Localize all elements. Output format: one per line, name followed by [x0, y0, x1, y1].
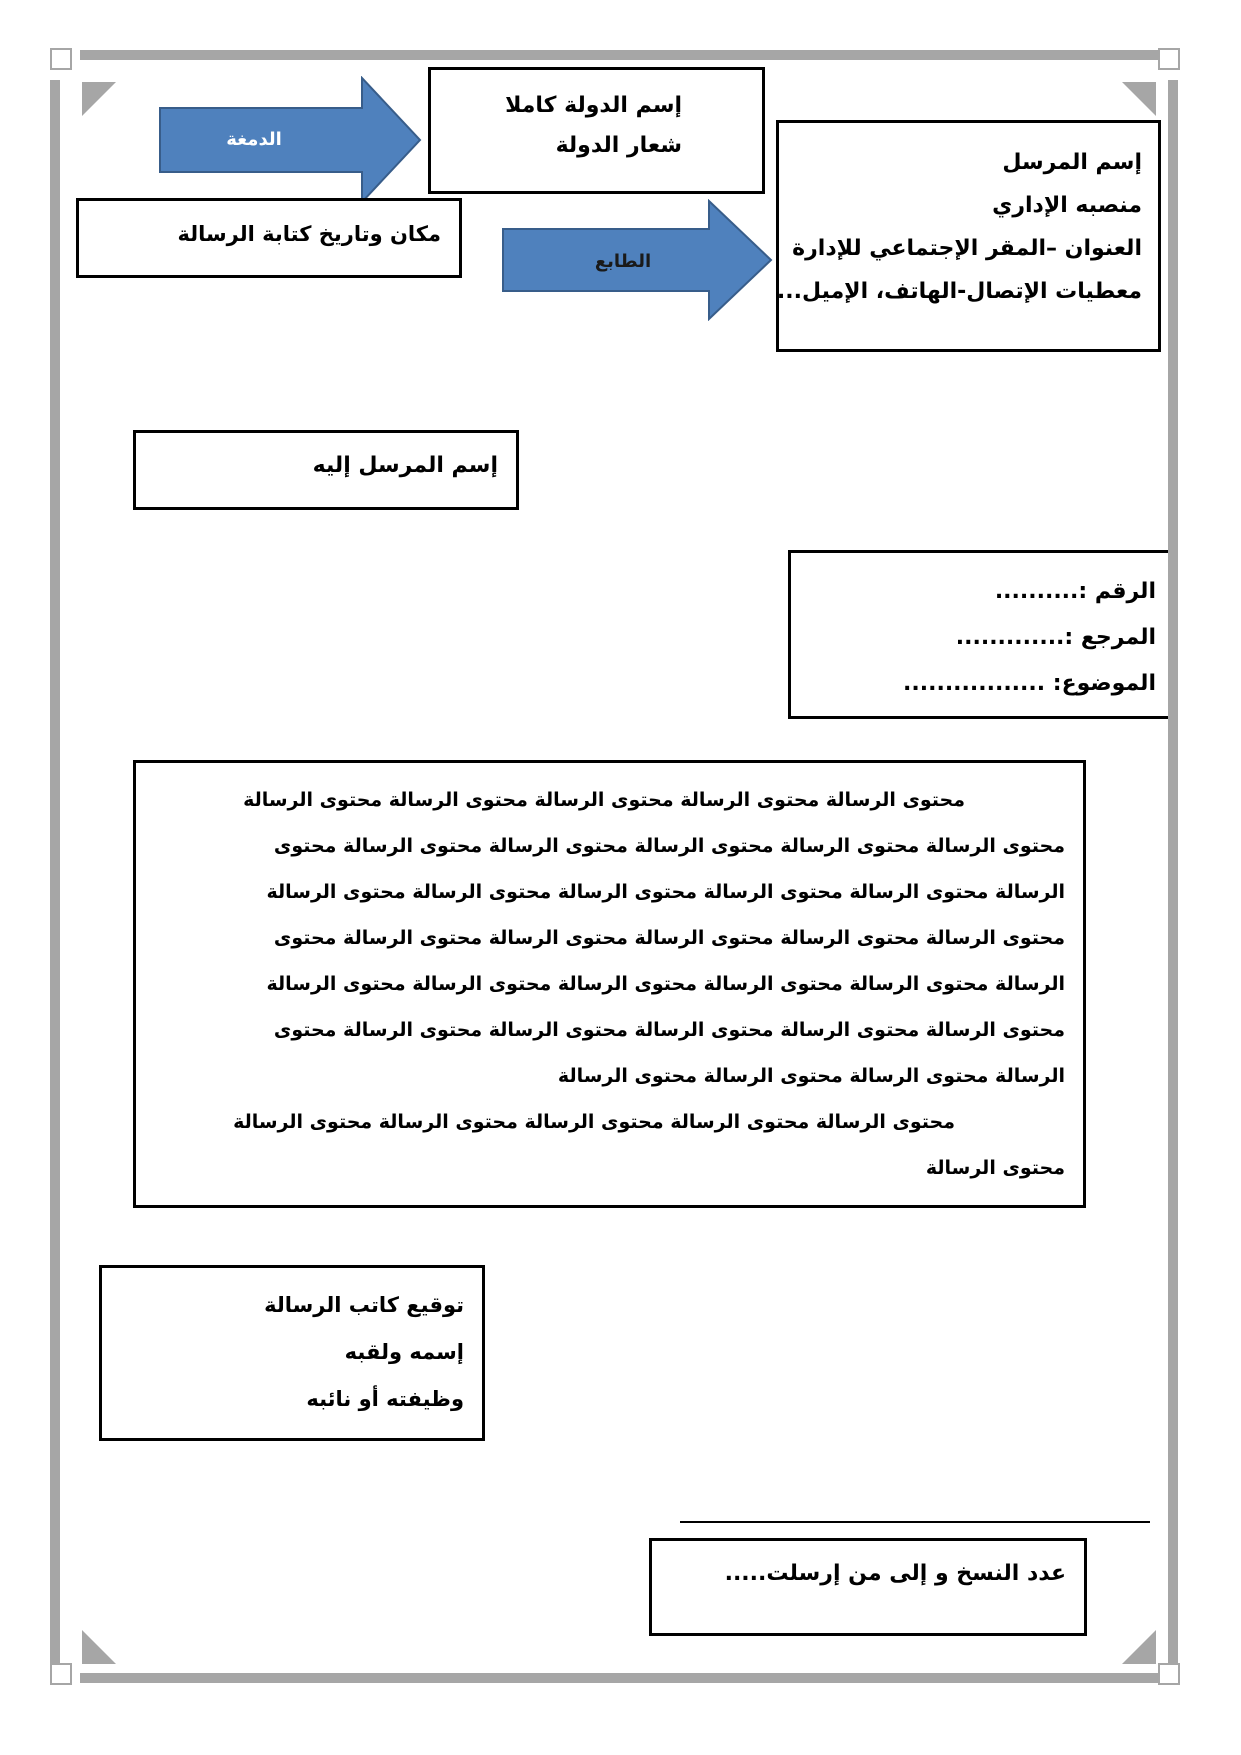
reference-ref: المرجع :.............	[955, 625, 1156, 650]
sender-position: منصبه الإداري	[992, 193, 1142, 218]
frame-top	[80, 50, 1160, 60]
frame-right	[1168, 80, 1178, 1665]
sender-name: إسم المرسل	[1002, 150, 1142, 175]
sender-address: العنوان –المقر الإجتماعي للإدارة	[792, 236, 1142, 261]
content-line: الرسالة محتوى الرسالة محتوى الرسالة محتوى الرسالة محتوى الرسالة محتوى الرسالة	[266, 973, 1065, 995]
content-box	[133, 760, 1086, 1208]
frame-triangle-bottom-right	[1122, 1630, 1156, 1664]
stamp-arrow-label: الدمغة	[226, 129, 282, 150]
copies-box	[649, 1538, 1087, 1636]
content-line: محتوى الرسالة	[925, 1157, 1065, 1179]
content-line: محتوى الرسالة محتوى الرسالة محتوى الرسالة محتوى الرسالة محتوى الرسالة محتوى	[273, 1019, 1065, 1041]
content-line: محتوى الرسالة محتوى الرسالة محتوى الرسالة محتوى الرسالة محتوى الرسالة	[243, 789, 965, 811]
frame-bottom	[80, 1673, 1160, 1683]
recipient-name: إسم المرسل إليه	[312, 453, 498, 478]
stamper-arrow-label: الطابع	[594, 251, 652, 272]
frame-corner-bottom-left	[50, 1663, 72, 1685]
arrow-shape	[160, 78, 420, 202]
content-line: محتوى الرسالة محتوى الرسالة محتوى الرسالة محتوى الرسالة محتوى الرسالة	[233, 1111, 955, 1133]
reference-box	[788, 550, 1168, 719]
signature-box	[99, 1265, 485, 1441]
reference-number: الرقم :..........	[994, 579, 1156, 604]
frame-left	[50, 80, 60, 1665]
state-name-box	[428, 67, 765, 194]
sender-contact: معطيات الإتصال-الهاتف، الإميل...	[776, 279, 1142, 304]
frame-corner-top-right	[1158, 48, 1180, 70]
stamper-arrow	[501, 199, 773, 321]
copies-text: عدد النسخ و إلى من إرسلت.....	[724, 1561, 1066, 1586]
signature-title: توقيع كاتب الرسالة	[264, 1293, 464, 1317]
signature-role: وظيفته أو نائبه	[306, 1387, 464, 1411]
signature-name: إسمه ولقبه	[344, 1340, 464, 1364]
place-date-text: مكان وتاريخ كتابة الرسالة	[177, 222, 441, 246]
state-emblem: شعار الدولة	[555, 133, 682, 158]
frame-corner-bottom-right	[1158, 1663, 1180, 1685]
sender-box	[776, 120, 1161, 352]
place-date-box	[76, 198, 462, 278]
content-line: محتوى الرسالة محتوى الرسالة محتوى الرسالة محتوى الرسالة محتوى الرسالة محتوى	[273, 835, 1065, 857]
stamp-arrow	[158, 76, 422, 204]
frame-corner-top-left	[50, 48, 72, 70]
state-name: إسم الدولة كاملا	[505, 93, 682, 118]
content-line: الرسالة محتوى الرسالة محتوى الرسالة محتوى الرسالة محتوى الرسالة محتوى الرسالة	[266, 881, 1065, 903]
content-line: الرسالة محتوى الرسالة محتوى الرسالة محتوى الرسالة	[557, 1065, 1065, 1087]
frame-triangle-top-left	[82, 82, 116, 116]
content-line: محتوى الرسالة محتوى الرسالة محتوى الرسالة محتوى الرسالة محتوى الرسالة محتوى	[273, 927, 1065, 949]
reference-subject: الموضوع: .................	[903, 671, 1156, 696]
separator-line	[680, 1521, 1150, 1523]
frame-triangle-top-right	[1122, 82, 1156, 116]
recipient-box	[133, 430, 519, 510]
frame-triangle-bottom-left	[82, 1630, 116, 1664]
